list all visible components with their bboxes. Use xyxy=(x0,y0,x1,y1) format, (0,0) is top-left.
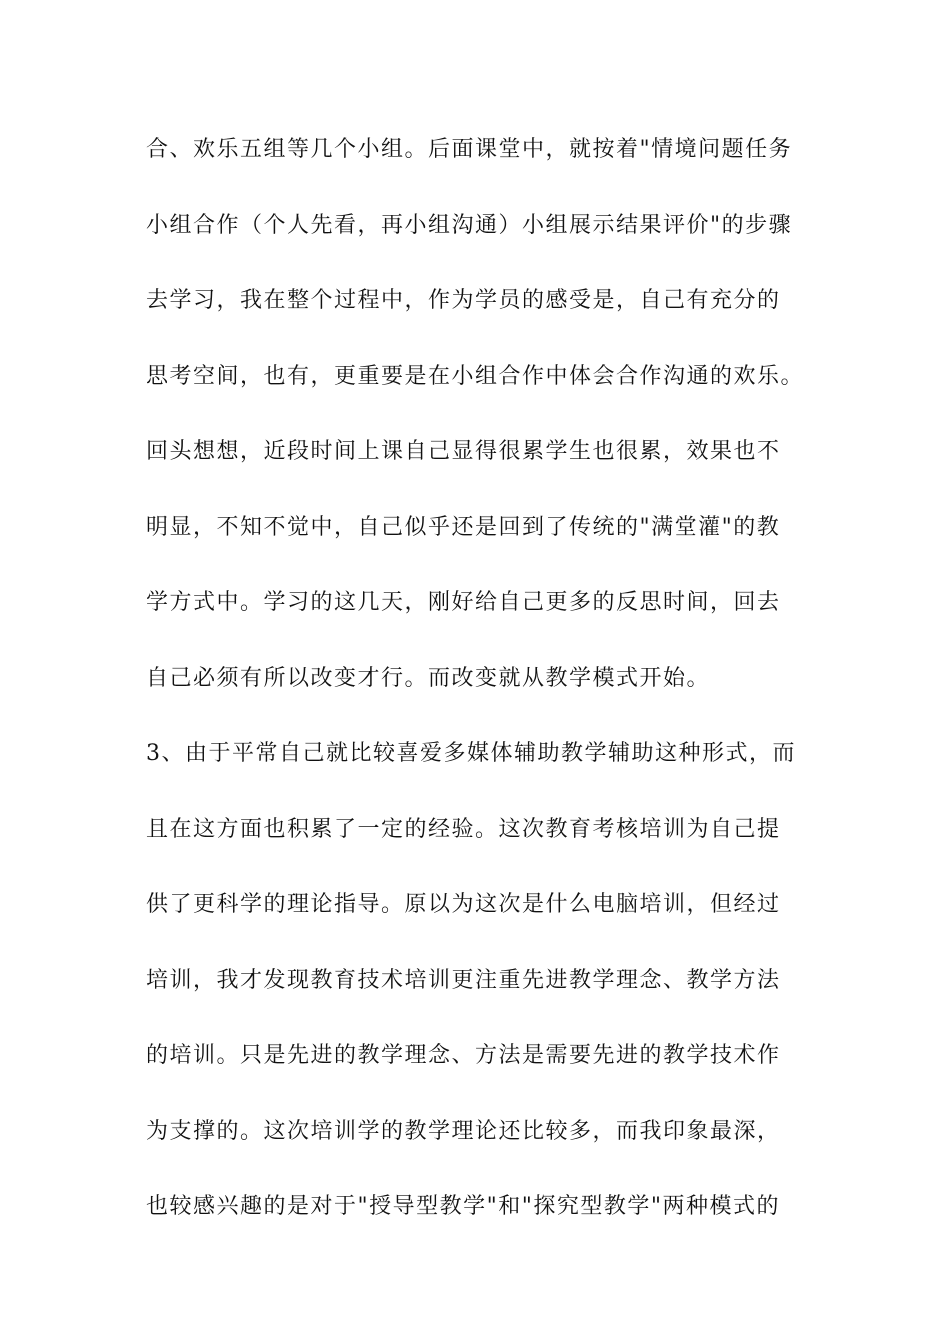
text-line: 回头想想，近段时间上课自己显得很累学生也很累，效果也不 xyxy=(146,439,781,464)
text-line: 去学习，我在整个过程中，作为学员的感受是，自己有充分的 xyxy=(146,288,781,313)
text-line: 小组合作（个人先看，再小组沟通）小组展示结果评价"的步骤 xyxy=(146,212,793,238)
text-line: 3、由于平常自己就比较喜爱多媒体辅助教学辅助这种形式，而 xyxy=(146,741,796,766)
text-line: 自己必须有所以改变才行。而改变就从教学模式开始。 xyxy=(146,665,711,691)
text-line: 思考空间，也有，更重要是在小组合作中体会合作沟通的欢乐。 xyxy=(146,363,805,389)
text-line: 明显，不知不觉中，自己似乎还是回到了传统的"满堂灌"的教 xyxy=(146,514,781,540)
text-line: 供了更科学的理论指导。原以为这次是什么电脑培训，但经过 xyxy=(146,892,781,917)
text-line: 的培训。只是先进的教学理念、方法是需要先进的教学技术作 xyxy=(146,1043,781,1068)
text-line: 且在这方面也积累了一定的经验。这次教育考核培训为自己提 xyxy=(146,816,781,842)
text-line: 为支撑的。这次培训学的教学理论还比较多，而我印象最深， xyxy=(146,1118,781,1144)
text-line: 也较感兴趣的是对于"授导型教学"和"探究型教学"两种模式的 xyxy=(146,1194,780,1219)
text-line: 合、欢乐五组等几个小组。后面课堂中，就按着"情境问题任务 xyxy=(146,137,793,162)
text-line: 培训，我才发现教育技术培训更注重先进教学理念、教学方法 xyxy=(146,967,781,993)
text-line: 学方式中。学习的这几天，刚好给自己更多的反思时间，回去 xyxy=(146,590,781,615)
body-text xyxy=(146,128,826,1261)
